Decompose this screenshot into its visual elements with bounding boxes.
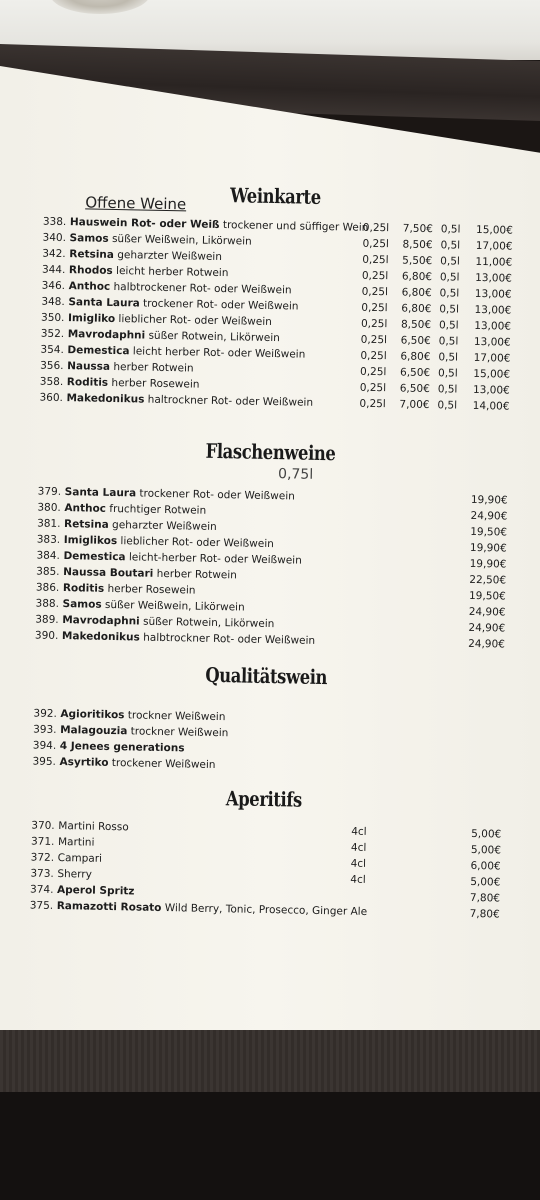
item-price-large: 13,00€ bbox=[472, 383, 510, 397]
item-price-small: 6,80€ bbox=[401, 286, 432, 300]
item-price: 24,90€ bbox=[468, 605, 506, 619]
item-price-large: 13,00€ bbox=[474, 319, 512, 333]
item-number: 338. bbox=[42, 215, 67, 229]
item-price-small: 8,50€ bbox=[402, 238, 433, 252]
item-number: 373. bbox=[30, 867, 54, 880]
item-description: süßer Weißwein, Likörwein bbox=[108, 232, 252, 248]
item-description: trockener Rot- oder Weißwein bbox=[136, 487, 295, 503]
item-volume-large: 0,5l bbox=[438, 319, 459, 332]
item-name: Malagouzia bbox=[60, 724, 128, 738]
item-name: Ramazotti Rosato bbox=[56, 899, 162, 914]
item-number: 350. bbox=[40, 311, 65, 325]
item-number: 356. bbox=[40, 359, 64, 373]
item-number: 389. bbox=[35, 613, 59, 626]
item-name: Naussa bbox=[67, 360, 111, 373]
item-volume-small: 0,25l bbox=[359, 397, 386, 411]
item-number: 385. bbox=[36, 565, 60, 578]
item-description: fruchtiger Rotwein bbox=[105, 502, 207, 517]
item-volume: 4cl bbox=[351, 825, 367, 838]
item-price-large: 13,00€ bbox=[473, 335, 511, 349]
item-name: Campari bbox=[57, 851, 103, 865]
item-description: süßer Rotwein, Likörwein bbox=[145, 329, 280, 345]
item-description: leicht herber Rot- oder Weißwein bbox=[129, 345, 306, 361]
item-volume-small: 0,25l bbox=[361, 285, 389, 299]
item-price: 5,00€ bbox=[471, 827, 502, 841]
item-volume-large: 0,5l bbox=[439, 287, 460, 300]
item-price-large: 13,00€ bbox=[475, 271, 513, 285]
item-price: 7,80€ bbox=[469, 907, 500, 921]
item-number: 384. bbox=[36, 549, 61, 562]
item-volume-small: 0,25l bbox=[360, 317, 388, 331]
item-text bbox=[59, 754, 215, 773]
item-description: lieblicher Rot- oder Weißwein bbox=[115, 312, 272, 329]
item-price-small: 6,50€ bbox=[400, 334, 431, 348]
item-text bbox=[58, 850, 103, 867]
item-number: 383. bbox=[36, 533, 61, 546]
item-price-large: 14,00€ bbox=[472, 399, 510, 413]
item-description: geharzter Weißwein bbox=[108, 518, 217, 533]
item-name: Hauswein Rot- oder Weiß bbox=[69, 216, 220, 231]
item-volume-small: 0,25l bbox=[361, 301, 388, 315]
item-price: 19,90€ bbox=[470, 493, 508, 507]
item-price: 22,50€ bbox=[469, 573, 507, 587]
item-price-small: 6,80€ bbox=[401, 270, 433, 284]
item-number: 379. bbox=[37, 485, 62, 498]
item-volume: 4cl bbox=[350, 857, 367, 870]
item-name: Mavrodaphni bbox=[67, 328, 146, 342]
item-description: trockener und süffiger Wein bbox=[219, 218, 369, 234]
item-text bbox=[58, 834, 95, 851]
item-number: 354. bbox=[40, 343, 64, 357]
item-price: 5,00€ bbox=[470, 875, 501, 889]
item-number: 390. bbox=[34, 629, 59, 642]
item-volume-large: 0,5l bbox=[438, 351, 459, 364]
item-volume-small: 0,25l bbox=[362, 237, 389, 251]
item-text bbox=[57, 866, 92, 883]
item-name: Sherry bbox=[57, 867, 92, 881]
item-number: 388. bbox=[35, 597, 60, 610]
item-description: halbtrockner Rot- oder Weißwein bbox=[139, 631, 316, 647]
item-name: Roditis bbox=[62, 582, 105, 595]
item-name: Naussa Boutari bbox=[63, 566, 154, 580]
item-name: Demestica bbox=[67, 344, 130, 358]
item-number: 372. bbox=[30, 851, 55, 864]
item-price-large: 13,00€ bbox=[474, 287, 512, 301]
item-number: 371. bbox=[30, 835, 55, 848]
item-description: trockener Weißwein bbox=[108, 756, 216, 772]
item-price: 5,00€ bbox=[470, 843, 502, 857]
item-price: 7,80€ bbox=[469, 891, 501, 905]
item-price-large: 17,00€ bbox=[473, 351, 511, 365]
item-name: 4 Jenees generations bbox=[59, 740, 185, 755]
item-description: trockner Weißwein bbox=[127, 725, 229, 740]
bottle-wines-heading: Flaschenweine bbox=[205, 438, 336, 466]
item-name: Makedonikus bbox=[61, 630, 140, 644]
item-price-small: 5,50€ bbox=[402, 254, 433, 268]
item-description: süßer Weißwein, Likörwein bbox=[101, 598, 245, 614]
item-name: Retsina bbox=[69, 248, 115, 261]
item-description: lieblicher Rot- oder Weißwein bbox=[117, 535, 274, 551]
item-name: Imigliko bbox=[67, 312, 116, 325]
item-number: 360. bbox=[39, 391, 64, 405]
item-description: halbtrockener Rot- oder Weißwein bbox=[110, 280, 292, 297]
item-description: geharzter Weißwein bbox=[113, 248, 223, 264]
item-name: Imiglikos bbox=[63, 534, 118, 548]
item-name: Martini bbox=[57, 835, 95, 849]
item-name: Anthoc bbox=[68, 280, 111, 293]
page-title: Weinkarte bbox=[229, 183, 321, 209]
item-price-large: 15,00€ bbox=[475, 223, 513, 237]
item-number: 348. bbox=[41, 295, 65, 309]
item-number: 374. bbox=[29, 883, 54, 896]
item-volume-small: 0,25l bbox=[361, 269, 389, 283]
item-price-small: 6,80€ bbox=[401, 302, 432, 316]
item-volume-small: 0,25l bbox=[362, 221, 390, 235]
item-name: Asyrtiko bbox=[59, 756, 109, 769]
item-description: haltrockner Rot- oder Weißwein bbox=[144, 393, 314, 409]
item-volume-large: 0,5l bbox=[440, 239, 461, 252]
item-description: leicht herber Rotwein bbox=[112, 264, 229, 280]
item-name: Makedonikus bbox=[66, 392, 145, 406]
item-text bbox=[58, 818, 129, 835]
item-number: 344. bbox=[41, 263, 66, 277]
item-description: leicht-herber Rot- oder Weißwein bbox=[125, 551, 302, 567]
item-number: 358. bbox=[39, 375, 64, 389]
item-price-small: 6,50€ bbox=[399, 366, 431, 380]
item-name: Santa Laura bbox=[64, 486, 137, 500]
item-price: 19,50€ bbox=[468, 589, 506, 603]
item-price-small: 6,50€ bbox=[399, 382, 430, 396]
item-volume-large: 0,5l bbox=[439, 271, 460, 284]
item-volume-large: 0,5l bbox=[438, 335, 459, 348]
item-description: herber Rosewein bbox=[108, 376, 200, 391]
bottle-size: 0,75l bbox=[277, 466, 314, 483]
item-number: 394. bbox=[32, 739, 57, 752]
item-name: Samos bbox=[62, 598, 102, 611]
item-number: 380. bbox=[37, 501, 61, 514]
item-price: 24,90€ bbox=[468, 621, 506, 635]
item-description: trockner Weißwein bbox=[124, 709, 226, 724]
item-name: Santa Laura bbox=[68, 296, 140, 310]
item-name: Roditis bbox=[66, 376, 109, 389]
item-number: 340. bbox=[42, 231, 67, 245]
item-name: Demestica bbox=[63, 550, 126, 564]
item-volume-small: 0,25l bbox=[360, 333, 388, 347]
item-price: 6,00€ bbox=[470, 859, 501, 873]
item-number: 352. bbox=[40, 327, 65, 341]
item-volume: 4cl bbox=[350, 873, 366, 886]
item-volume-small: 0,25l bbox=[359, 365, 387, 379]
item-description: herber Rotwein bbox=[109, 360, 194, 375]
item-name: Anthoc bbox=[64, 502, 107, 515]
item-volume-large: 0,5l bbox=[440, 255, 460, 268]
item-description: herber Rosewein bbox=[104, 582, 196, 597]
item-price-large: 17,00€ bbox=[475, 239, 513, 253]
item-description: trockener Rot- oder Weißwein bbox=[139, 297, 299, 313]
item-number: 393. bbox=[33, 723, 57, 736]
item-name: Aperol Spritz bbox=[56, 883, 135, 898]
item-number: 392. bbox=[33, 707, 57, 720]
item-price: 19,50€ bbox=[470, 525, 508, 539]
item-volume-large: 0,5l bbox=[440, 223, 461, 236]
item-price-small: 7,50€ bbox=[402, 222, 434, 236]
item-number: 342. bbox=[42, 247, 66, 261]
item-description: herber Rotwein bbox=[153, 567, 237, 582]
item-number: 395. bbox=[32, 755, 57, 768]
item-name: Samos bbox=[69, 232, 109, 245]
item-price-small: 8,50€ bbox=[400, 318, 432, 332]
item-volume-large: 0,5l bbox=[437, 399, 458, 412]
item-text bbox=[66, 390, 313, 411]
item-price: 24,90€ bbox=[468, 637, 505, 651]
item-volume-small: 0,25l bbox=[360, 349, 387, 363]
item-volume-large: 0,5l bbox=[437, 383, 458, 396]
quality-wines-heading: Qualitätswein bbox=[205, 662, 328, 690]
item-volume-large: 0,5l bbox=[439, 303, 460, 316]
item-price: 19,90€ bbox=[469, 557, 507, 571]
item-number: 346. bbox=[41, 279, 66, 293]
menu-cover-bottom bbox=[0, 1026, 540, 1098]
item-number: 375. bbox=[29, 899, 54, 912]
dark-background bbox=[0, 1092, 540, 1200]
item-volume-large: 0,5l bbox=[437, 367, 458, 380]
item-price: 19,90€ bbox=[469, 541, 507, 555]
item-name: Mavrodaphni bbox=[62, 614, 140, 628]
item-price: 24,90€ bbox=[470, 509, 508, 523]
item-price-small: 6,80€ bbox=[400, 350, 431, 364]
item-name: Rhodos bbox=[68, 264, 113, 277]
item-description: Wild Berry, Tonic, Prosecco, Ginger Ale bbox=[161, 901, 368, 918]
item-name: Agioritikos bbox=[60, 708, 125, 722]
item-volume-small: 0,25l bbox=[362, 253, 389, 267]
item-volume: 4cl bbox=[350, 841, 367, 854]
item-volume-small: 0,25l bbox=[359, 381, 387, 395]
item-price-small: 7,00€ bbox=[399, 398, 430, 412]
item-price-large: 15,00€ bbox=[473, 367, 511, 381]
item-number: 386. bbox=[35, 581, 60, 594]
item-name: Retsina bbox=[64, 518, 109, 531]
open-wines-heading: Offene Weine bbox=[85, 193, 187, 214]
item-number: 381. bbox=[37, 517, 61, 530]
item-text bbox=[57, 882, 135, 899]
item-number: 370. bbox=[31, 819, 55, 832]
item-price-large: 11,00€ bbox=[475, 255, 513, 269]
aperitifs-heading: Aperitifs bbox=[225, 786, 303, 812]
item-description: süßer Rotwein, Likörwein bbox=[139, 615, 275, 631]
item-name: Martini Rosso bbox=[58, 820, 129, 834]
item-price-large: 13,00€ bbox=[474, 303, 512, 317]
